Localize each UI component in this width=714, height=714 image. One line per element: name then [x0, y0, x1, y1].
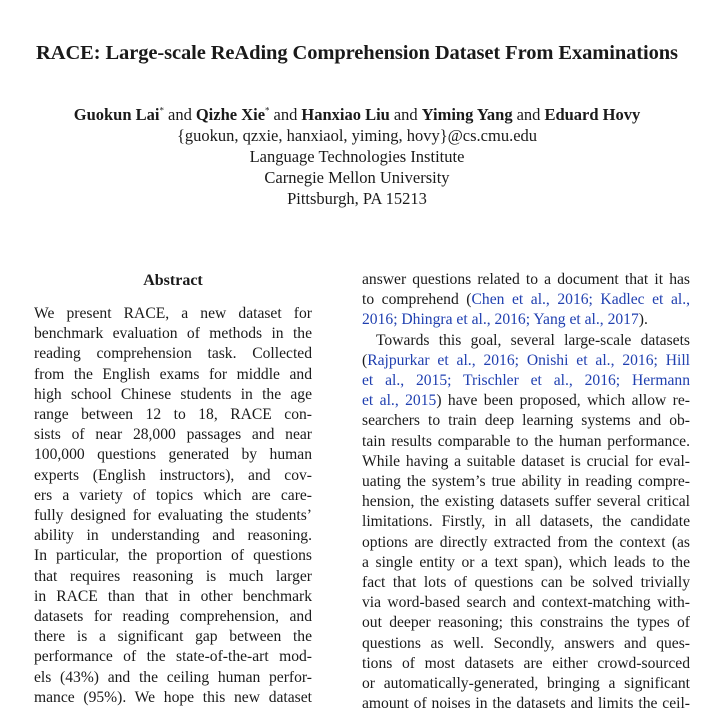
body-line: searchers to train deep learning systems and ob-	[362, 412, 690, 430]
abstract-line: We present RACE, a new dataset for	[34, 305, 312, 322]
abstract-line: ers a variety of topics which are care-	[34, 486, 312, 504]
body-line: amount of noises in the datasets and limits the ceil-	[362, 695, 690, 713]
body-text: (	[362, 351, 368, 369]
body-line: Towards this goal, several large-scale datasets	[376, 331, 690, 349]
body-line	[362, 290, 690, 310]
citation-link[interactable]: et al., 2015; Trischler et al., 2016; Hermann	[362, 372, 690, 390]
abstract-line: experts (English instructors), and cov-	[34, 466, 312, 484]
affiliation-location: Pittsburgh, PA 15213	[287, 189, 427, 208]
author-conjunction: and	[273, 105, 298, 124]
author-name: Guokun Lai	[73, 105, 160, 124]
abstract-line: sists of near 28,000 passages and near	[34, 426, 312, 444]
abstract-line: 100,000 questions generated by human	[34, 446, 312, 464]
abstract-line: datasets for reading comprehension, and	[34, 608, 312, 626]
body-text: ).	[638, 311, 648, 329]
intro-paragraph-2	[362, 331, 690, 714]
body-line: via word-based search and context-matching with-	[362, 594, 690, 612]
body-line: While having a suitable dataset is crucial for eval-	[362, 452, 690, 470]
body-line: uating the system’s true ability in reading compre-	[362, 473, 690, 491]
author-names	[0, 104, 714, 125]
citation-link[interactable]: 2016; Dhingra et al., 2016; Yang et al., 2017	[362, 311, 639, 329]
body-line	[362, 371, 690, 391]
abstract-line: that requires reasoning is much larger	[34, 567, 312, 585]
intro-paragraph-1	[362, 270, 690, 331]
citation-link[interactable]: Rajpurkar et al., 2016; Onishi et al., 2016; Hill	[367, 351, 690, 369]
body-line	[362, 310, 690, 330]
left-column	[34, 270, 312, 708]
body-line	[362, 391, 690, 411]
citation-link[interactable]: et al., 2015	[362, 392, 437, 410]
abstract-line: fully designed for evaluating the students’	[34, 507, 312, 525]
abstract-line: els (43%) and the ceiling human perfor-	[34, 668, 312, 686]
author-conjunction: and	[393, 105, 418, 124]
author-name: Qizhe Xie	[195, 105, 266, 124]
abstract-line: in RACE than that in other benchmark	[34, 587, 312, 605]
author-conjunction: and	[168, 105, 192, 124]
abstract-line: performance of the state-of-the-art mod-	[34, 648, 312, 666]
body-line: out deeper reasoning; this constrains the types of	[362, 614, 690, 632]
author-name: Yiming Yang	[421, 105, 513, 124]
author-mark: *	[159, 105, 164, 116]
right-column	[362, 270, 690, 714]
body-line: or automatically-generated, bringing a significant	[362, 675, 690, 693]
body-line: tions of most datasets are either crowd-sourced	[362, 654, 690, 672]
affiliation-institute: Language Technologies Institute	[249, 147, 465, 166]
author-block	[0, 104, 714, 209]
abstract-line: high school Chinese students in the age	[34, 385, 312, 403]
abstract-line: ability in understanding and reasoning.	[34, 527, 312, 545]
body-text: to comprehend (	[362, 291, 472, 309]
abstract-line: from the English exams for middle and	[34, 365, 312, 383]
abstract-line: range between 12 to 18, RACE con-	[34, 406, 312, 424]
author-emails: {guokun, qzxie, hanxiaol, yiming, hovy}@cs.cmu.edu	[176, 126, 538, 145]
abstract-body	[34, 304, 312, 708]
body-line: options are directly extracted from the context (as	[362, 533, 690, 551]
body-line: hension, the existing datasets suffer several critical	[362, 493, 690, 511]
abstract-line: reading comprehension task. Collected	[34, 345, 312, 363]
abstract-line: benchmark evaluation of methods in the	[34, 325, 312, 343]
author-conjunction: and	[516, 105, 541, 124]
author-name: Hanxiao Liu	[301, 105, 390, 124]
citation-link[interactable]: Chen et al., 2016; Kadlec et al.,	[471, 291, 690, 309]
body-line: answer questions related to a document that it has	[362, 271, 690, 288]
author-name: Eduard Hovy	[544, 105, 641, 124]
affiliation-university: Carnegie Mellon University	[264, 168, 450, 187]
body-line: tain results comparable to the human performance.	[362, 432, 690, 450]
body-line: limitations. Firstly, in all datasets, the candidate	[362, 513, 690, 531]
abstract-line: mance (95%). We hope this new dataset	[34, 688, 312, 706]
abstract-line: In particular, the proportion of questions	[34, 547, 312, 565]
body-line: fact that lots of questions can be solved trivially	[362, 574, 690, 592]
paper-title: RACE: Large-scale ReAding Comprehension Dataset From Examinations	[36, 42, 678, 64]
abstract-heading: Abstract	[143, 272, 203, 289]
abstract-line: there is a significant gap between the	[34, 628, 312, 646]
body-line: a single entity or a text span), which leads to the	[362, 553, 690, 571]
body-line	[362, 351, 690, 371]
author-mark: *	[265, 105, 270, 116]
body-text: ) have been proposed, which allow re-	[436, 392, 690, 410]
body-line: questions as well. Secondly, answers and ques-	[362, 634, 690, 652]
